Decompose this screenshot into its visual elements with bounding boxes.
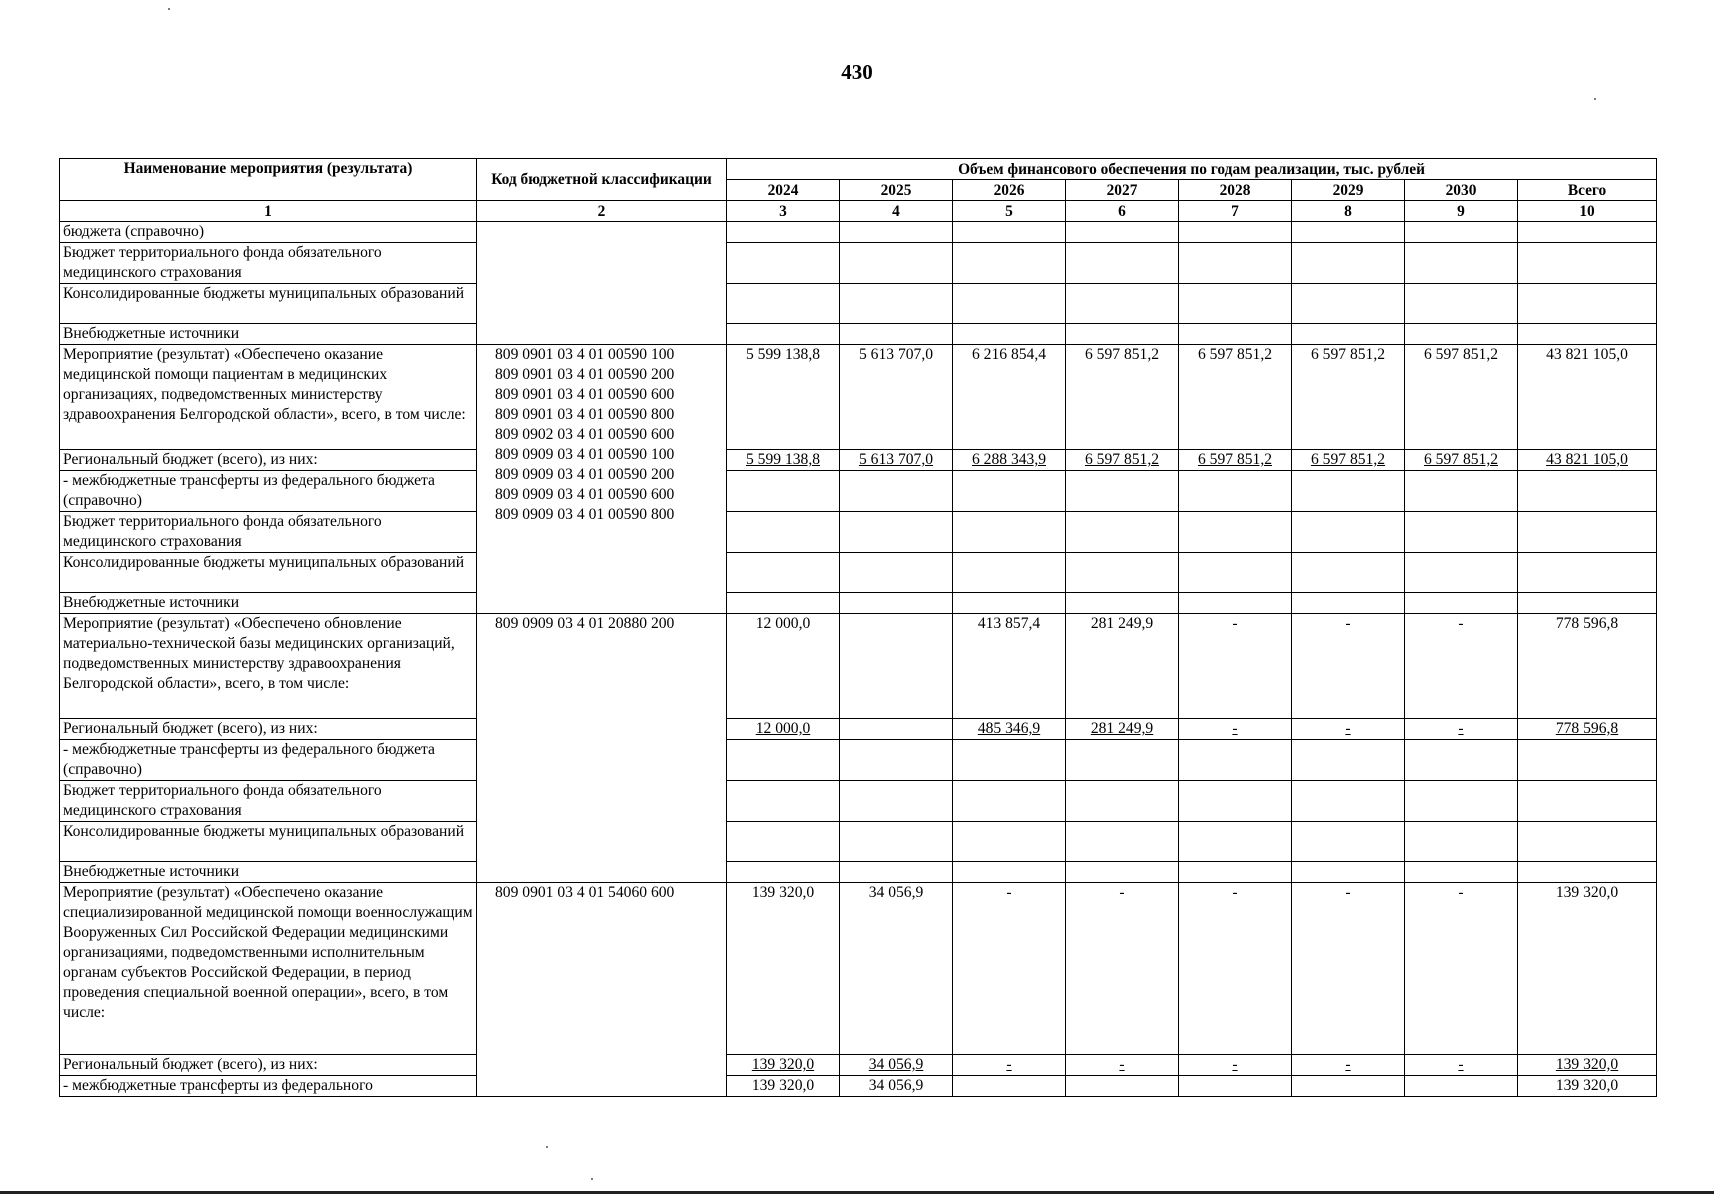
table-row: [60, 450, 1657, 471]
year-value: [727, 553, 840, 593]
total-value: 43 821 105,0: [1518, 450, 1657, 471]
year-value: [840, 719, 953, 740]
row-name: Мероприятие (результат) «Обеспечено обновление материально-технической базы медицинских организаций, подведомственных министерству здравоохранения Белгородской области», всего, в том числе:: [60, 614, 477, 719]
row-name: - межбюджетные трансферты из федерального бюджета (справочно): [60, 471, 477, 512]
year-value: [1179, 1076, 1292, 1097]
table-row: [60, 324, 1657, 345]
year-value: 6 216 854,4: [953, 345, 1066, 450]
year-value: [953, 740, 1066, 781]
year-value: [1179, 553, 1292, 593]
header-funding: Объем финансового обеспечения по годам реализации, тыс. рублей: [727, 159, 1657, 180]
year-value: 139 320,0: [727, 1076, 840, 1097]
year-value: 6 288 343,9: [953, 450, 1066, 471]
total-value: [1518, 862, 1657, 883]
year-value: [1292, 512, 1405, 553]
table-row: [60, 593, 1657, 614]
total-value: [1518, 553, 1657, 593]
table-row: [60, 1076, 1657, 1097]
budget-code: 809 0901 03 4 01 00590 600: [495, 386, 675, 403]
col-number: 8: [1292, 201, 1405, 222]
header-year: 2025: [840, 180, 953, 201]
year-value: [953, 553, 1066, 593]
year-value: [953, 862, 1066, 883]
year-value: [1405, 243, 1518, 284]
row-name: Внебюджетные источники: [60, 862, 477, 883]
table-row: [60, 553, 1657, 593]
year-value: [953, 781, 1066, 822]
year-value: 413 857,4: [953, 614, 1066, 719]
year-value: [727, 471, 840, 512]
header-code: Код бюджетной классификации: [477, 159, 727, 201]
year-value: [727, 243, 840, 284]
year-value: [1066, 862, 1179, 883]
year-value: [1405, 324, 1518, 345]
table-row: [60, 512, 1657, 553]
total-value: [1518, 740, 1657, 781]
total-value: [1518, 593, 1657, 614]
year-value: [1292, 243, 1405, 284]
table-row: [60, 284, 1657, 324]
row-name: Бюджет территориального фонда обязательного медицинского страхования: [60, 243, 477, 284]
year-value: [727, 512, 840, 553]
table-row: [60, 345, 1657, 450]
header-year: 2024: [727, 180, 840, 201]
year-value: 6 597 851,2: [1179, 450, 1292, 471]
year-value: -: [1292, 719, 1405, 740]
year-value: 281 249,9: [1066, 614, 1179, 719]
table-row: [60, 614, 1657, 719]
row-name: - межбюджетные трансферты из федерального бюджета (справочно): [60, 740, 477, 781]
header-year: 2029: [1292, 180, 1405, 201]
row-name: Бюджет территориального фонда обязательного медицинского страхования: [60, 781, 477, 822]
col-number: 6: [1066, 201, 1179, 222]
year-value: [953, 512, 1066, 553]
year-value: [1292, 471, 1405, 512]
year-value: [1179, 324, 1292, 345]
budget-code-cell: [477, 222, 727, 345]
budget-code: 809 0901 03 4 01 54060 600: [495, 884, 675, 901]
table-row: [60, 883, 1657, 1055]
scan-speck: [168, 8, 170, 10]
year-value: [1405, 862, 1518, 883]
year-value: [953, 822, 1066, 862]
row-name: Внебюджетные источники: [60, 324, 477, 345]
year-value: [1292, 822, 1405, 862]
col-number: 7: [1179, 201, 1292, 222]
year-value: [1405, 222, 1518, 243]
row-name: бюджета (справочно): [60, 222, 477, 243]
year-value: 5 613 707,0: [840, 450, 953, 471]
year-value: [840, 740, 953, 781]
year-value: 12 000,0: [727, 719, 840, 740]
header-year: 2030: [1405, 180, 1518, 201]
total-value: 43 821 105,0: [1518, 345, 1657, 450]
year-value: [727, 284, 840, 324]
budget-code: 809 0909 03 4 01 00590 100: [495, 446, 675, 463]
total-value: [1518, 471, 1657, 512]
year-value: [727, 222, 840, 243]
row-name: Региональный бюджет (всего), из них:: [60, 719, 477, 740]
year-value: 34 056,9: [840, 1055, 953, 1076]
year-value: [953, 471, 1066, 512]
year-value: [840, 862, 953, 883]
year-value: 6 597 851,2: [1066, 450, 1179, 471]
year-value: [840, 284, 953, 324]
year-value: [953, 222, 1066, 243]
total-value: [1518, 822, 1657, 862]
year-value: [1066, 781, 1179, 822]
total-value: [1518, 243, 1657, 284]
year-value: [1405, 781, 1518, 822]
year-value: [1179, 284, 1292, 324]
total-value: 778 596,8: [1518, 614, 1657, 719]
budget-code: 809 0909 03 4 01 00590 800: [495, 506, 675, 523]
budget-code: 809 0901 03 4 01 00590 200: [495, 366, 675, 383]
year-value: -: [953, 883, 1066, 1055]
year-value: -: [1179, 883, 1292, 1055]
year-value: 6 597 851,2: [1405, 345, 1518, 450]
year-value: [1066, 593, 1179, 614]
budget-code-cell: [477, 345, 727, 614]
scan-edge-line: [0, 1191, 1714, 1194]
year-value: [1405, 553, 1518, 593]
total-value: [1518, 781, 1657, 822]
year-value: [1179, 471, 1292, 512]
year-value: [1066, 222, 1179, 243]
row-name: Региональный бюджет (всего), из них:: [60, 450, 477, 471]
year-value: [727, 862, 840, 883]
year-value: [1405, 512, 1518, 553]
year-value: -: [1292, 614, 1405, 719]
year-value: -: [953, 1055, 1066, 1076]
row-name: Консолидированные бюджеты муниципальных образований: [60, 284, 477, 324]
year-value: [1292, 740, 1405, 781]
year-value: [1179, 222, 1292, 243]
budget-code: 809 0901 03 4 01 00590 100: [495, 346, 675, 363]
year-value: [953, 243, 1066, 284]
row-name: Консолидированные бюджеты муниципальных образований: [60, 822, 477, 862]
year-value: [727, 822, 840, 862]
year-value: [840, 324, 953, 345]
table-row: [60, 719, 1657, 740]
year-value: [840, 471, 953, 512]
year-value: 6 597 851,2: [1066, 345, 1179, 450]
year-value: [727, 740, 840, 781]
year-value: 139 320,0: [727, 883, 840, 1055]
year-value: 34 056,9: [840, 883, 953, 1055]
year-value: [1179, 593, 1292, 614]
year-value: [1292, 781, 1405, 822]
year-value: -: [1405, 1055, 1518, 1076]
table-row: [60, 243, 1657, 284]
scan-speck: [591, 1178, 593, 1180]
year-value: [1292, 593, 1405, 614]
year-value: 12 000,0: [727, 614, 840, 719]
year-value: -: [1405, 614, 1518, 719]
year-value: [1179, 822, 1292, 862]
header-year: 2026: [953, 180, 1066, 201]
col-number: 1: [60, 201, 477, 222]
year-value: [1066, 471, 1179, 512]
year-value: [727, 781, 840, 822]
year-value: [1179, 512, 1292, 553]
table-row: [60, 862, 1657, 883]
year-value: 5 599 138,8: [727, 345, 840, 450]
total-value: [1518, 284, 1657, 324]
year-value: -: [1179, 719, 1292, 740]
col-number: 5: [953, 201, 1066, 222]
total-value: 139 320,0: [1518, 883, 1657, 1055]
year-value: -: [1405, 719, 1518, 740]
year-value: [1066, 553, 1179, 593]
year-value: [1066, 324, 1179, 345]
budget-code: 809 0902 03 4 01 00590 600: [495, 426, 675, 443]
year-value: 6 597 851,2: [1292, 345, 1405, 450]
year-value: [1066, 822, 1179, 862]
year-value: [1405, 471, 1518, 512]
year-value: [953, 1076, 1066, 1097]
scan-speck: [1594, 98, 1596, 100]
year-value: -: [1066, 1055, 1179, 1076]
year-value: 5 599 138,8: [727, 450, 840, 471]
total-value: 139 320,0: [1518, 1076, 1657, 1097]
total-value: [1518, 324, 1657, 345]
year-value: [1179, 740, 1292, 781]
year-value: [1292, 862, 1405, 883]
budget-code: 809 0909 03 4 01 00590 200: [495, 466, 675, 483]
page-number: 430: [841, 60, 873, 84]
year-value: -: [1179, 614, 1292, 719]
year-value: 6 597 851,2: [1405, 450, 1518, 471]
row-name: Мероприятие (результат) «Обеспечено оказание специализированной медицинской помощи военнослужащим Вооруженных Сил Российской Федерации медицинскими организациями, подведомственными исполнительным органам субъектов Российской Федерации, в период проведения специальной военной операции», всего, в том числе:: [60, 883, 477, 1055]
budget-code-cell: [477, 883, 727, 1097]
year-value: [1179, 862, 1292, 883]
year-value: [1292, 553, 1405, 593]
header-total: Всего: [1518, 180, 1657, 201]
table-row: [60, 822, 1657, 862]
table-row: [60, 740, 1657, 781]
table-row: [60, 471, 1657, 512]
year-value: [1066, 284, 1179, 324]
budget-code: 809 0901 03 4 01 00590 800: [495, 406, 675, 423]
year-value: [840, 222, 953, 243]
table-row: [60, 1055, 1657, 1076]
year-value: [840, 781, 953, 822]
year-value: [1179, 243, 1292, 284]
year-value: -: [1179, 1055, 1292, 1076]
year-value: [953, 284, 1066, 324]
year-value: -: [1292, 1055, 1405, 1076]
year-value: [1405, 740, 1518, 781]
year-value: [1292, 1076, 1405, 1097]
year-value: 485 346,9: [953, 719, 1066, 740]
year-value: [727, 593, 840, 614]
year-value: -: [1292, 883, 1405, 1055]
row-name: Мероприятие (результат) «Обеспечено оказание медицинской помощи пациентам в медицинских организациях, подведомственных министерству здравоохранения Белгородской области», всего, в том числе:: [60, 345, 477, 450]
budget-code: 809 0909 03 4 01 20880 200: [495, 615, 675, 632]
col-number: 3: [727, 201, 840, 222]
total-value: 778 596,8: [1518, 719, 1657, 740]
col-number: 2: [477, 201, 727, 222]
year-value: [1292, 284, 1405, 324]
col-number: 4: [840, 201, 953, 222]
row-name: Бюджет территориального фонда обязательного медицинского страхования: [60, 512, 477, 553]
year-value: 6 597 851,2: [1292, 450, 1405, 471]
column-numbers-row: [60, 201, 1657, 222]
col-number: 9: [1405, 201, 1518, 222]
budget-code-cell: [477, 614, 727, 883]
year-value: [1405, 1076, 1518, 1097]
total-value: 139 320,0: [1518, 1055, 1657, 1076]
year-value: -: [1066, 883, 1179, 1055]
year-value: [1066, 1076, 1179, 1097]
budget-code: 809 0909 03 4 01 00590 600: [495, 486, 675, 503]
header-year: 2027: [1066, 180, 1179, 201]
year-value: [953, 593, 1066, 614]
year-value: [840, 593, 953, 614]
row-name: Региональный бюджет (всего), из них:: [60, 1055, 477, 1076]
year-value: [1405, 822, 1518, 862]
scan-speck: [546, 1146, 548, 1148]
year-value: [1405, 593, 1518, 614]
row-name: Консолидированные бюджеты муниципальных образований: [60, 553, 477, 593]
year-value: 6 597 851,2: [1179, 345, 1292, 450]
year-value: [1179, 781, 1292, 822]
year-value: [727, 324, 840, 345]
year-value: [1405, 284, 1518, 324]
table-row: [60, 222, 1657, 243]
year-value: [1066, 243, 1179, 284]
row-name: - межбюджетные трансферты из федерального: [60, 1076, 477, 1097]
year-value: [840, 512, 953, 553]
total-value: [1518, 222, 1657, 243]
year-value: 34 056,9: [840, 1076, 953, 1097]
year-value: [840, 243, 953, 284]
total-value: [1518, 512, 1657, 553]
year-value: 5 613 707,0: [840, 345, 953, 450]
year-value: 139 320,0: [727, 1055, 840, 1076]
year-value: [953, 324, 1066, 345]
year-value: 281 249,9: [1066, 719, 1179, 740]
header-year: 2028: [1179, 180, 1292, 201]
year-value: [840, 822, 953, 862]
header-name: Наименование мероприятия (результата): [60, 159, 477, 201]
col-number: 10: [1518, 201, 1657, 222]
year-value: [1066, 740, 1179, 781]
year-value: [840, 614, 953, 719]
funding-table: [59, 158, 1657, 1097]
year-value: [1292, 222, 1405, 243]
year-value: [1292, 324, 1405, 345]
year-value: [1066, 512, 1179, 553]
table-row: [60, 781, 1657, 822]
year-value: [840, 553, 953, 593]
row-name: Внебюджетные источники: [60, 593, 477, 614]
year-value: -: [1405, 883, 1518, 1055]
